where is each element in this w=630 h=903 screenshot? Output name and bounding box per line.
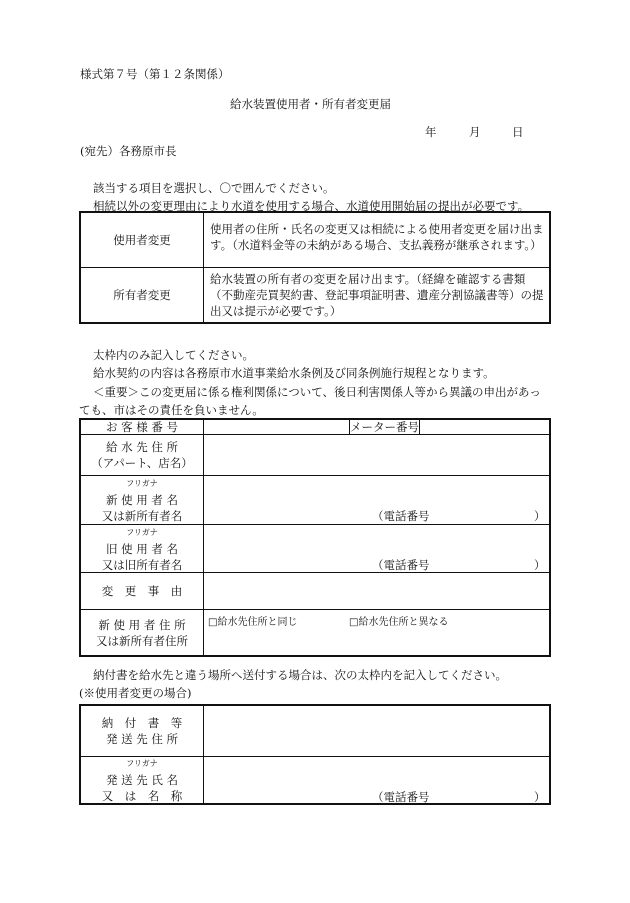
customer-number-label: [81, 420, 204, 435]
send-note: 納付書を給水先と違う場所へ送付する場合は、次の太枠内を記入してください。: [93, 668, 507, 682]
meter-number-text: メーター番号: [350, 420, 419, 434]
supply-address-label: [81, 435, 204, 476]
send-address-line2: 発 送 先 住 所: [105, 732, 179, 746]
note-important-cont: ても、市はその責任を負いません。: [79, 403, 264, 417]
page-title: 給水装置使用者・所有者変更届: [230, 97, 391, 111]
new-user-field[interactable]: [204, 476, 549, 525]
new-user-phone-label: （電話番号: [372, 509, 430, 523]
reason-label: [81, 573, 204, 610]
new-address-line2: 又は新所有者住所: [96, 633, 188, 648]
send-phone-label: （電話番号: [372, 790, 430, 804]
old-user-phone-label: （電話番号: [372, 558, 430, 572]
new-address-line1: 新 使 用 者 住 所: [98, 617, 186, 632]
new-user-label: [81, 476, 204, 525]
new-user-line2: 又は新所有者名: [101, 509, 183, 523]
meter-number-field[interactable]: [420, 420, 549, 435]
addressee: (宛先）各務原市長: [80, 144, 177, 158]
supply-address-field[interactable]: [204, 435, 549, 476]
meter-number-label: [350, 420, 420, 435]
old-user-label: [81, 525, 204, 573]
new-user-furigana: フリガナ: [126, 479, 158, 488]
send-address-line1: 納 付 書 等: [101, 716, 183, 730]
new-address-field[interactable]: [204, 610, 549, 655]
send-name-line1: 発 送 先 氏 名: [105, 773, 179, 787]
note-important: ＜重要＞この変更届に係る権利関係について、後日利害関係人等から異議の申出があっ: [93, 385, 541, 399]
old-user-line1: 旧 使 用 者 名: [105, 541, 179, 556]
date-month-label: 月: [469, 125, 481, 139]
send-phone-close: ）: [534, 790, 546, 804]
change-type-table: [79, 211, 551, 324]
user-change-label: 使用者変更: [113, 233, 171, 247]
supply-address-line1: 給 水 先 住 所: [105, 440, 179, 454]
date-year-label: 年: [425, 125, 437, 139]
note-fill-bold: 太枠内のみ記入してください。: [93, 348, 254, 362]
old-user-phone-close: ）: [534, 558, 546, 572]
instruction-inheritance: 相続以外の変更理由により水道を使用する場合、水道使用開始届の提出が必要です。: [93, 199, 530, 213]
send-name-line2: 又 は 名 称: [101, 789, 183, 803]
old-user-field[interactable]: [204, 525, 549, 573]
customer-number-field[interactable]: [204, 420, 350, 435]
reason-field[interactable]: [204, 573, 549, 610]
old-user-line2: 又は旧所有者名: [101, 557, 183, 572]
form-number: 様式第７号（第１２条関係）: [80, 67, 230, 81]
supply-address-line2: （アパート、店名）: [91, 456, 193, 470]
send-address-field[interactable]: [204, 706, 549, 757]
new-address-label: [81, 610, 204, 655]
owner-change-description: 給水装置の所有者の変更を届け出ます。（経緯を確認する書類（不動産売買契約書、登記事項証明書、遺産分割協議書等）の提出又は提示が必要です。）: [210, 272, 544, 318]
send-name-furigana: フリガナ: [126, 759, 158, 768]
send-form: [79, 704, 551, 805]
customer-number-text: お 客 様 番 号: [105, 420, 179, 434]
send-note-condition: (※使用者変更の場合): [79, 686, 192, 700]
owner-change-label: 所有者変更: [113, 288, 171, 302]
different-address-checkbox[interactable]: □給水先住所と異なる: [349, 617, 449, 628]
send-name-label: [81, 757, 204, 803]
date-day-label: 日: [512, 125, 524, 139]
main-form: [79, 418, 551, 657]
user-change-description: 使用者の住所・氏名の変更又は相続による使用者変更を届け出ます。（水道料金等の未納がある場合、支払義務が継承されます。）: [204, 213, 549, 268]
send-address-label: [81, 706, 204, 757]
note-regulations: 給水契約の内容は各務原市水道事業給水条例及び同条例施行規程となります。: [93, 366, 495, 380]
send-name-field[interactable]: [204, 757, 549, 803]
reason-text: 変 更 事 由: [101, 584, 183, 598]
owner-change-option[interactable]: [81, 268, 204, 322]
same-address-checkbox[interactable]: □給水先住所と同じ: [208, 617, 298, 628]
instruction-select: 該当する項目を選択し、〇で囲んでください。: [93, 181, 335, 195]
user-change-option[interactable]: [81, 213, 204, 268]
old-user-furigana: フリガナ: [126, 527, 158, 537]
new-user-phone-close: ）: [534, 509, 546, 523]
new-user-line1: 新 使 用 者 名: [105, 493, 179, 507]
